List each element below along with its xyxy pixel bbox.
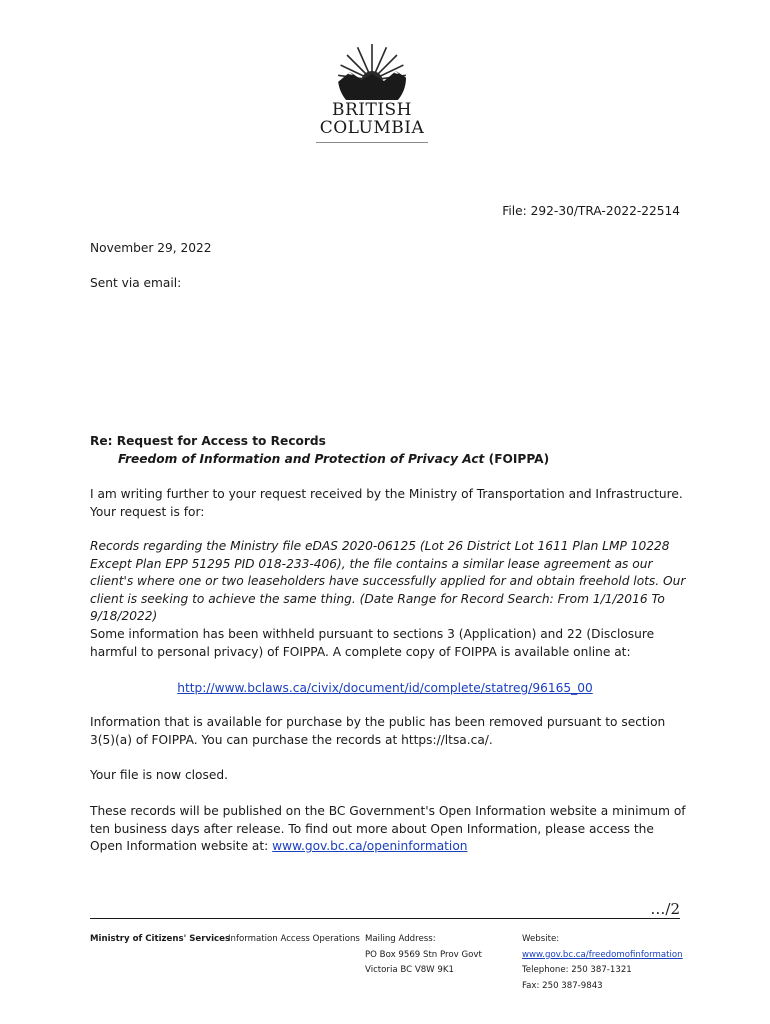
footer-divider xyxy=(90,918,680,919)
page-continuation-marker: …/2 xyxy=(650,900,680,918)
logo-text-british: BRITISH xyxy=(331,100,413,120)
file-reference: File: 292-30/TRA-2022-22514 xyxy=(502,204,680,218)
open-info-paragraph xyxy=(90,803,690,856)
foippa-link[interactable]: http://www.bclaws.ca/civix/document/id/complete/statreg/96165_00 xyxy=(177,681,593,695)
act-name: Freedom of Information and Protection of Privacy Act xyxy=(118,452,485,466)
website-label: Website: xyxy=(522,934,560,944)
footer-department: Information Access Operations xyxy=(228,934,360,944)
logo-divider xyxy=(316,142,428,143)
mailing-line-2: Victoria BC V8W 9K1 xyxy=(365,965,454,975)
footer-mailing-address xyxy=(365,932,482,979)
act-title xyxy=(118,451,549,469)
fax: Fax: 250 387-9843 xyxy=(522,980,603,991)
sent-via-label: Sent via email: xyxy=(90,276,182,290)
mailing-line-1: PO Box 9569 Stn Prov Govt xyxy=(365,949,482,960)
bc-government-logo xyxy=(312,44,432,148)
open-info-text: These records will be published on the BC Government's Open Information website a minimum of ten business days after release. To find out more about Open Information, please access the Open Information website at: xyxy=(90,804,686,853)
footer-ministry: Ministry of Citizens' Services xyxy=(90,934,231,944)
open-info-link[interactable]: www.gov.bc.ca/openinformation xyxy=(272,839,468,853)
request-description: Records regarding the Ministry file eDAS 2020-06125 (Lot 26 District Lot 1611 Plan LMP 10228 Except Plan EPP 51295 PID 018-233-406), the file contains a similar lease agreement as our client's where one or two leaseholders have successfully applied for and obtain freehold lots. Our client is seeking to achieve the same thing. (Date Range for Record Search: From 1/1/2016 To 9/18/2022) xyxy=(90,539,686,623)
subject-line: Re: Request for Access to Records xyxy=(90,434,326,448)
closed-paragraph: Your file is now closed. xyxy=(90,768,228,782)
withheld-paragraph: Some information has been withheld pursuant to sections 3 (Application) and 22 (Disclosure harmful to personal privacy) of FOIPPA. A complete copy of FOIPPA is available online at: xyxy=(90,627,655,659)
mailing-label: Mailing Address: xyxy=(365,934,436,944)
intro-paragraph: I am writing further to your request received by the Ministry of Transportation and Infrastructure. Your request is for: xyxy=(90,487,683,519)
logo-text-columbia: COLUMBIA xyxy=(319,118,425,138)
telephone: Telephone: 250 387-1321 xyxy=(522,965,632,975)
website-link[interactable]: www.gov.bc.ca/freedomofinformation xyxy=(522,949,683,960)
letter-date: November 29, 2022 xyxy=(90,241,212,255)
act-abbreviation: (FOIPPA) xyxy=(484,452,550,466)
footer-contact xyxy=(522,932,683,994)
sun-mountains-icon xyxy=(312,44,432,100)
foippa-link-line xyxy=(0,680,770,698)
purchase-paragraph: Information that is available for purchase by the public has been removed pursuant to section 3(5)(a) of FOIPPA. You can purchase the records at https://ltsa.ca/. xyxy=(90,715,666,747)
